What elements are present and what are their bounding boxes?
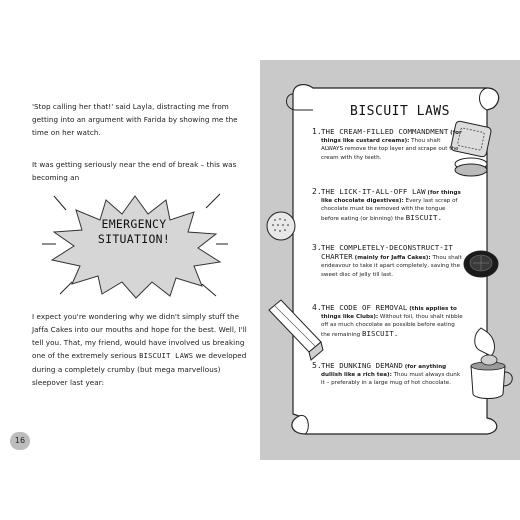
law-parenthetical: (this applies to things like Clubs):: [321, 306, 457, 321]
law-text: Thou must always dunk it – preferably in a large mug of hot chocolate.: [321, 372, 461, 387]
law-parenthetical: (for things like custard creams):: [321, 130, 462, 145]
paragraph-3: [32, 310, 252, 389]
law-number: 2.: [312, 187, 322, 196]
law-name: THE COMPLETELY-DECONSTRUCT-IT CHARTER: [321, 243, 453, 262]
law-item: [312, 244, 464, 279]
law-text: Thou shalt endeavour to take it apart completely, saving the sweet disc of jelly till last.: [321, 255, 462, 278]
law-item: [312, 362, 464, 388]
mug-and-hand-icon: [471, 328, 512, 399]
paragraph-2: It was getting seriously near the end of break – this was becoming an: [32, 160, 237, 182]
law-item: [312, 188, 464, 223]
burst-line-2: SITUATION!: [97, 232, 171, 246]
law-name: THE CREAM-FILLED COMMANDMENT: [321, 127, 449, 136]
paragraph-3-text: I expect you're wondering why we didn't simply stuff the Jaffa Cakes into our mouths and hope for the best. Well, I'll tell you. That, my friend, would have involved us breaking one of the extremely serious: [32, 312, 247, 360]
law-parenthetical: (for anything dullish like a rich tea):: [321, 364, 447, 379]
paragraph-1: 'Stop calling her that!' said Layla, distracting me from getting into an argument with Farida by showing me the time on her watch.: [32, 102, 238, 137]
emergency-situation-text: [82, 217, 186, 247]
law-parenthetical: (for things like chocolate digestives):: [321, 190, 461, 205]
law-number: 5.: [312, 361, 322, 370]
law-parenthetical: (mainly for Jaffa Cakes):: [354, 255, 431, 262]
law-highlight-word: BISCUIT.: [405, 212, 443, 222]
law-name: THE LICK-IT-ALL-OFF LAW: [321, 187, 426, 196]
page-number: 16: [10, 432, 30, 450]
law-number: 4.: [312, 303, 322, 312]
law-text: Every last scrap of chocolate must be removed with the tongue before eating (or binning) the: [321, 198, 458, 222]
digestive-biscuit-icon: [267, 212, 295, 240]
law-number: 1.: [312, 127, 322, 136]
law-number: 3.: [312, 243, 322, 252]
jaffa-cake-icon: [464, 251, 498, 277]
law-item: [312, 304, 464, 339]
burst-line-1: EMERGENCY: [101, 217, 167, 231]
biscuit-laws-title: BISCUIT LAWS: [350, 104, 450, 119]
law-item: [312, 128, 464, 162]
biscuit-laws-inline: BISCUIT LAWS: [139, 352, 194, 360]
law-text: Thou shalt ALWAYS remove the top layer and scrape out the cream with thy teeth.: [321, 138, 459, 161]
law-highlight-word: BISCUIT.: [361, 328, 399, 338]
law-name: THE CODE OF REMOVAL: [321, 303, 408, 312]
law-text: Without foil, thou shalt nibble off as much chocolate as possible before eating the remaining: [321, 314, 463, 338]
law-name: THE DUNKING DEMAND: [321, 361, 403, 370]
paragraph-3-end: we developed during a completely crumby (but mega marvellous) sleepover last year:: [32, 351, 247, 387]
